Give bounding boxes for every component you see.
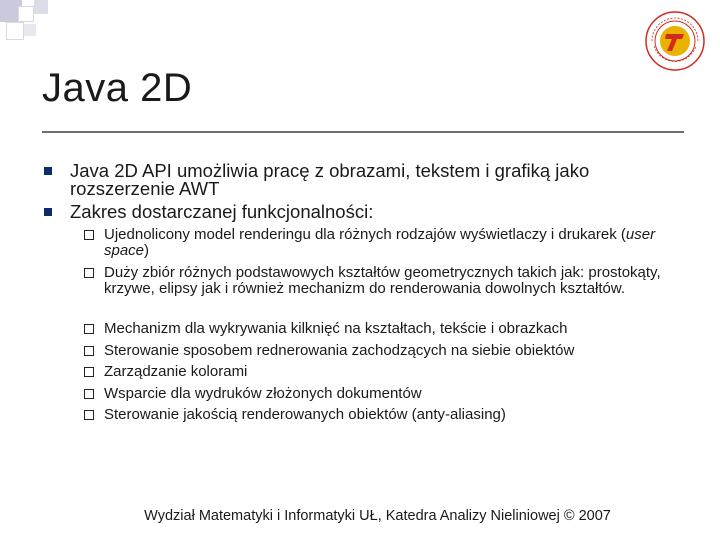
subbullet-text: Zarządzanie kolorami (104, 363, 248, 380)
subbullet-item (84, 407, 684, 423)
subbullet-item (84, 227, 684, 259)
subbullet-text: Duży zbiór różnych podstawowych kształtów geometrycznych takich jak: prostokąty, krzywe, elipsy jak i również mechanizm do renderowania dowolnych kształtów. (104, 264, 661, 297)
hollow-square-bullet-icon (84, 268, 94, 278)
user-space-emphasis: user space (104, 226, 656, 259)
bullet-item (44, 162, 684, 198)
subbullet-text: Mechanizm dla wykrywania kilknięć na kształtach, tekście i obrazkach (104, 320, 568, 337)
bullet-text: Java 2D API umożliwia pracę z obrazami, tekstem i grafiką jako rozszerzenie AWT (70, 160, 590, 199)
subbullet-item (84, 343, 684, 359)
subbullet-item (84, 386, 684, 402)
subbullet-text: Sterowanie sposobem rednerowania zachodzących na siebie obiektów (104, 342, 575, 359)
hollow-square-bullet-icon (84, 389, 94, 399)
hollow-square-bullet-icon (84, 346, 94, 356)
slide-footer (0, 508, 720, 524)
hollow-square-bullet-icon (84, 324, 94, 334)
subbullet-item (84, 265, 684, 297)
hollow-square-bullet-icon (84, 410, 94, 420)
square-bullet-icon (44, 167, 52, 175)
subbullet-text: Wsparcie dla wydruków złożonych dokumentów (104, 385, 422, 402)
bullet-item (44, 203, 684, 221)
hollow-square-bullet-icon (84, 367, 94, 377)
subbullet-text: Sterowanie jakością renderowanych obiektów (anty-aliasing) (104, 406, 506, 423)
square-bullet-icon (44, 208, 52, 216)
bullet-text: Zakres dostarczanej funkcjonalności: (70, 201, 374, 222)
subbullet-text: Ujednolicony model renderingu dla różnych rodzajów wyświetlaczy i drukarek (user space) (104, 226, 656, 259)
hollow-square-bullet-icon (84, 230, 94, 240)
university-seal-logo-icon (644, 10, 706, 72)
subbullet-item (84, 364, 684, 380)
slide-title: Java 2D (42, 66, 193, 110)
footer-text: Wydział Matematyki i Informatyki UŁ, Katedra Analizy Nieliniowej © 2007 (144, 508, 611, 524)
title-divider (42, 131, 684, 133)
subbullet-item (84, 321, 684, 337)
